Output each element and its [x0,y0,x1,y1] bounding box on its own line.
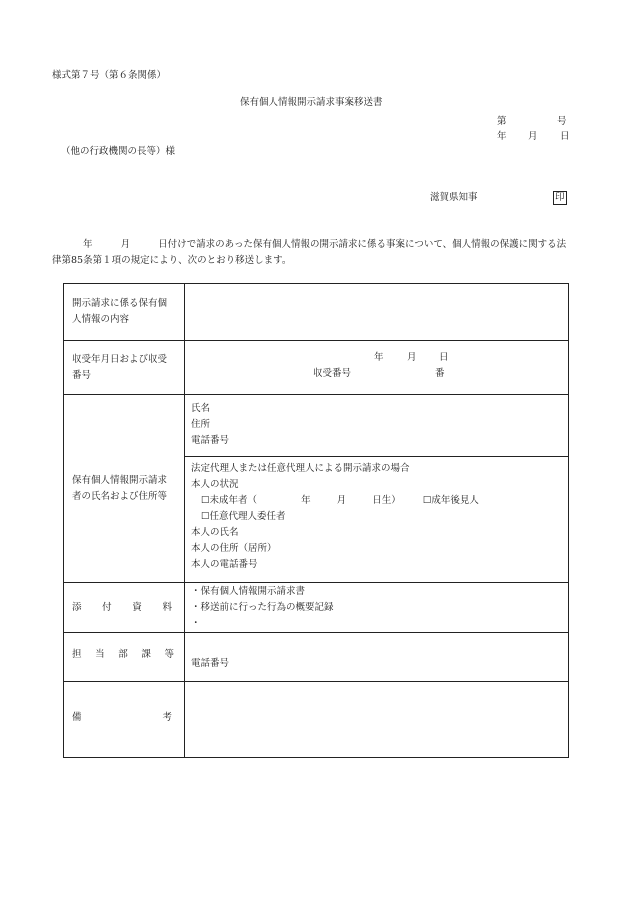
row-department [64,633,569,682]
value-department[interactable] [185,633,569,682]
label-requester [64,395,185,583]
date-day: 日 [560,131,570,142]
principal-address-label: 本人の住所（居所） [191,543,277,554]
label-attachments [64,583,185,633]
attachment-item: ・ [191,618,201,629]
value-receipt[interactable] [185,341,569,395]
receipt-year: 年 [374,351,384,363]
label-char: 資 [132,601,142,613]
doc-number-prefix: 第 [497,116,507,127]
body-line-1 [83,240,566,250]
body-line-2: 律第85条第１項の規定により、次のとおり移送します。 [52,255,292,266]
label-line: 保有個人情報開示請求 [72,474,168,486]
document-title: 保有個人情報開示請求事案移送書 [240,97,383,108]
label-line: 番号 [72,369,92,381]
label-department [64,633,185,682]
seal-mark [553,191,567,205]
minor-birth-year: 年 [301,495,311,506]
label-char: 考 [162,712,172,723]
label-char: 付 [102,601,112,613]
row-receipt [64,341,569,395]
delegate-checkbox[interactable]: ☐任意代理人委任者 [201,511,286,522]
seal-box: 印 [555,192,565,203]
label-line: 開示請求に係る保有個 [72,298,168,309]
sender-name: 滋賀県知事 [430,192,478,203]
label-char: 課 [141,649,151,660]
label-spread [72,600,184,616]
label-char: 部 [118,649,128,660]
row-requester [64,395,569,583]
requester-name-label: 氏名 [191,403,211,414]
body-month: 月 [120,239,131,250]
label-receipt [64,341,185,395]
label-remarks [64,682,185,758]
attachment-item: ・保有個人情報開示請求書 [191,586,306,597]
date-month: 月 [528,131,538,142]
label-char: 備 [72,712,82,723]
agent-section[interactable] [185,457,568,573]
attachment-item: ・移送前に行った行為の概要記録 [191,602,334,613]
label-char: 当 [95,649,105,660]
label-char: 等 [164,649,174,660]
label-request-content [64,284,185,341]
minor-checkbox[interactable]: ☐未成年者（ [201,495,258,506]
receipt-number-label: 収受番号 [313,367,352,379]
date-year: 年 [497,131,507,142]
body-line-1-text: 日付けで請求のあった保有個人情報の開示請求に係る事案について、個人情報の保護に関する法 [158,239,567,250]
form-number: 様式第７号（第６条関係） [52,70,167,81]
label-line: 収受年月日および収受 [72,353,168,365]
principal-status-label: 本人の状況 [191,479,239,490]
label-spread [72,647,184,663]
label-line: 者の氏名および住所等 [72,490,168,502]
receipt-number-suffix: 番 [435,367,445,379]
requester-phone-label: 電話番号 [191,435,230,446]
department-phone-label: 電話番号 [191,658,230,669]
doc-number-suffix: 号 [557,116,567,127]
value-remarks[interactable] [185,682,569,758]
receipt-month: 月 [407,351,417,363]
requester-basic[interactable] [185,395,568,457]
label-char: 担 [72,649,82,660]
label-spread [72,710,184,726]
body-year: 年 [83,239,93,250]
transfer-form-table [63,283,569,758]
minor-birth-month: 月 [336,495,347,506]
guardian-checkbox[interactable]: ☐成年後見人 [422,495,479,506]
receipt-day: 日 [439,351,449,363]
value-request-content[interactable] [185,284,569,341]
row-attachments [64,583,569,633]
value-attachments[interactable] [185,583,569,633]
status-options-line [191,493,568,509]
addressee: （他の行政機関の長等）様 [61,146,176,157]
row-remarks [64,682,569,758]
label-char: 添 [72,601,82,613]
requester-address-label: 住所 [191,419,211,430]
label-char: 料 [162,601,172,613]
row-request-content [64,284,569,341]
principal-phone-label: 本人の電話番号 [191,559,258,570]
value-requester [185,395,569,583]
minor-birth-day: 日生） [372,495,401,506]
principal-name-label: 本人の氏名 [191,527,239,538]
label-line: 人情報の内容 [72,314,130,325]
agent-case-heading: 法定代理人または任意代理人による開示請求の場合 [191,463,410,474]
